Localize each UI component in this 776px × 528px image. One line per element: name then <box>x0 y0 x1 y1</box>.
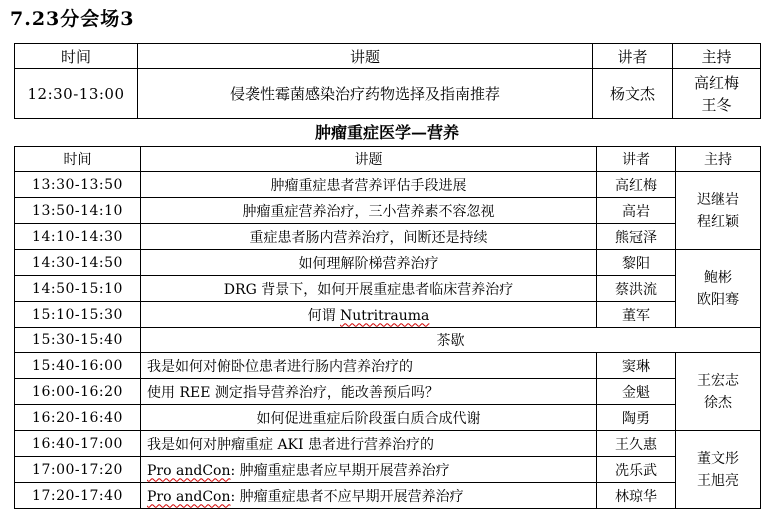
topic-prefix: 何谓 <box>307 307 341 324</box>
moderator-group <box>676 431 761 509</box>
moderator-name: 鲍彬 <box>704 269 732 286</box>
moderator-name: 程红颖 <box>697 213 739 230</box>
moderator-group <box>676 250 761 328</box>
table-row <box>15 457 761 483</box>
session-time: 14:50-15:10 <box>15 276 141 302</box>
header-topic: 讲题 <box>138 44 593 69</box>
topic-suffix: : 肿瘤重症患者应早期开展营养治疗 <box>230 462 450 479</box>
session-time: 13:50-14:10 <box>15 198 141 224</box>
session-topic <box>141 302 597 328</box>
session-topic: 我是如何对俯卧位患者进行肠内营养治疗的 <box>141 353 597 379</box>
session-time: 16:20-16:40 <box>15 405 141 431</box>
table-row <box>15 276 761 302</box>
topic-term: Pro andCon <box>147 488 231 505</box>
moderator-name: 迟继岩 <box>697 191 739 208</box>
schedule-table-2 <box>14 146 761 509</box>
moderator-name: 王旭亮 <box>697 472 739 489</box>
session-time: 17:00-17:20 <box>15 457 141 483</box>
session-time: 14:10-14:30 <box>15 224 141 250</box>
table-row <box>15 224 761 250</box>
header-moderator: 主持 <box>673 44 761 69</box>
table-row <box>15 353 761 379</box>
session-time: 13:30-13:50 <box>15 172 141 198</box>
session-speaker: 蔡洪流 <box>597 276 676 302</box>
table-row <box>15 379 761 405</box>
session-speaker: 金魁 <box>597 379 676 405</box>
header-time: 时间 <box>15 44 138 69</box>
table-row <box>15 405 761 431</box>
table-row <box>15 69 761 119</box>
session-speaker: 冼乐武 <box>597 457 676 483</box>
header-speaker: 讲者 <box>593 44 673 69</box>
session-time: 15:40-16:00 <box>15 353 141 379</box>
page-title: 7.23分会场3 <box>10 8 135 30</box>
session-speaker: 董军 <box>597 302 676 328</box>
session-speaker: 高岩 <box>597 198 676 224</box>
session-time: 15:30-15:40 <box>15 328 141 353</box>
schedule-table-1 <box>14 43 761 119</box>
header-time: 时间 <box>15 147 141 172</box>
session-topic: 我是如何对肿瘤重症 AKI 患者进行营养治疗的 <box>141 431 597 457</box>
session-time: 16:00-16:20 <box>15 379 141 405</box>
header-topic: 讲题 <box>141 147 597 172</box>
topic-term: Pro andCon <box>147 462 231 479</box>
table-row <box>15 483 761 509</box>
header-moderator: 主持 <box>676 147 761 172</box>
section-title: 肿瘤重症医学—营养 <box>314 123 459 142</box>
table-row <box>15 431 761 457</box>
session-speaker: 窦琳 <box>597 353 676 379</box>
session-topic <box>141 483 597 509</box>
session-time: 12:30-13:00 <box>15 69 138 119</box>
session-speaker: 陶勇 <box>597 405 676 431</box>
session-time: 15:10-15:30 <box>15 302 141 328</box>
session-topic: 重症患者肠内营养治疗，间断还是持续 <box>141 224 597 250</box>
session-topic: 肿瘤重症患者营养评估手段进展 <box>141 172 597 198</box>
session-speaker: 王久惠 <box>597 431 676 457</box>
session-speaker: 杨文杰 <box>593 69 673 119</box>
session-topic: 如何理解阶梯营养治疗 <box>141 250 597 276</box>
session-topic <box>141 457 597 483</box>
session-topic: DRG 背景下，如何开展重症患者临床营养治疗 <box>141 276 597 302</box>
moderator-name: 王冬 <box>701 95 732 114</box>
table-row-break <box>15 328 761 353</box>
session-time: 17:20-17:40 <box>15 483 141 509</box>
session-speaker: 高红梅 <box>597 172 676 198</box>
session-topic: 如何促进重症后阶段蛋白质合成代谢 <box>141 405 597 431</box>
moderator-group <box>676 172 761 250</box>
moderator-name: 王宏志 <box>697 372 739 389</box>
topic-term: Nutritrauma <box>340 307 430 324</box>
session-moderators <box>673 69 761 119</box>
moderator-name: 高红梅 <box>693 73 739 92</box>
table-row <box>15 172 761 198</box>
moderator-name: 欧阳骞 <box>697 291 739 308</box>
table-row <box>15 250 761 276</box>
session-topic: 肿瘤重症营养治疗，三小营养素不容忽视 <box>141 198 597 224</box>
session-speaker: 黎阳 <box>597 250 676 276</box>
session-time: 16:40-17:00 <box>15 431 141 457</box>
session-topic: 侵袭性霉菌感染治疗药物选择及指南推荐 <box>138 69 593 119</box>
session-speaker: 林琼华 <box>597 483 676 509</box>
session-topic: 使用 REE 测定指导营养治疗，能改善预后吗？ <box>141 379 597 405</box>
header-speaker: 讲者 <box>597 147 676 172</box>
table-row <box>15 198 761 224</box>
moderator-group <box>676 353 761 431</box>
topic-suffix: : 肿瘤重症患者不应早期开展营养治疗 <box>230 488 464 505</box>
break-label: 茶歇 <box>141 328 761 353</box>
session-time: 14:30-14:50 <box>15 250 141 276</box>
moderator-name: 徐杰 <box>704 394 732 411</box>
session-speaker: 熊冠泽 <box>597 224 676 250</box>
table-row <box>15 302 761 328</box>
moderator-name: 董文彤 <box>697 450 739 467</box>
